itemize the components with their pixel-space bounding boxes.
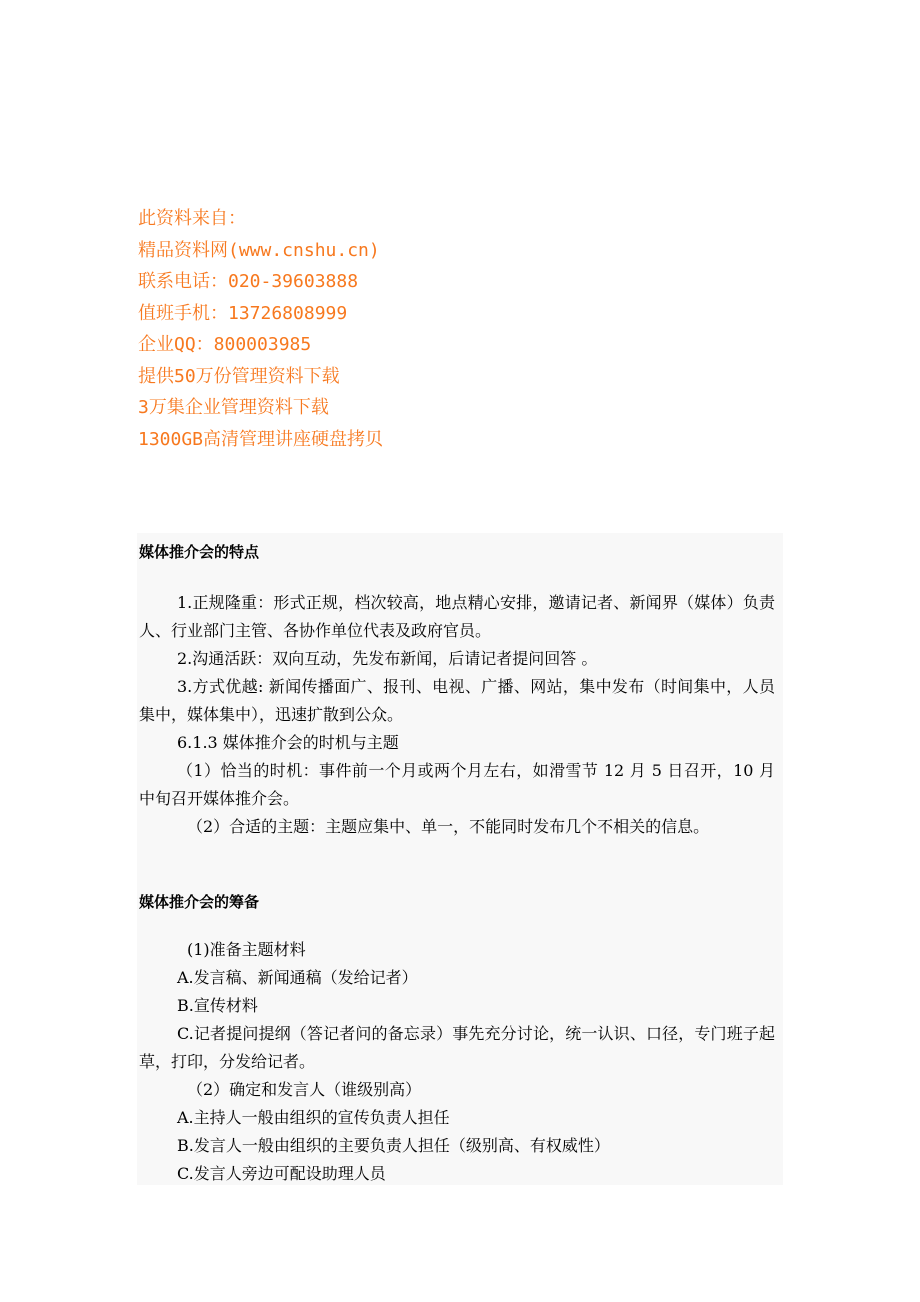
timing-point-2: （2）合适的主题：主题应集中、单一，不能同时发布几个不相关的信息。 (187, 817, 710, 836)
timing-heading: 6.1.3 媒体推介会的时机与主题 (177, 733, 399, 752)
speaker-item-b: B.发言人一般由组织的主要负责人担任（级别高、有权威性） (177, 1136, 610, 1155)
section-title-preparation: 媒体推介会的筹备 (139, 893, 260, 911)
promo-source-line: 此资料来自： (138, 208, 246, 229)
feature-2: 2.沟通活跃：双向互动，先发布新闻，后请记者提问回答 。 (177, 649, 598, 668)
promo-phone-line: 联系电话：020-39603888 (138, 271, 359, 292)
prep-heading-2: （2）确定和发言人（谁级别高） (187, 1080, 422, 1099)
promo-block (138, 203, 383, 455)
speaker-item-c: C.发言人旁边可配设助理人员 (177, 1164, 386, 1183)
timing-point-1: （1）恰当的时机：事件前一个月或两个月左右，如滑雪节 12 月 5 日召开，10 月中旬召开媒体推介会。 (139, 761, 775, 808)
section-title-features: 媒体推介会的特点 (139, 543, 260, 561)
promo-website-line: 精品资料网(www.cnshu.cn) (138, 239, 380, 261)
feature-1: 1.正规隆重：形式正规，档次较高，地点精心安排，邀请记者、新闻界（媒体）负责人、行业部门主管、各协作单位代表及政府官员。 (139, 593, 775, 640)
preparation-paragraphs (139, 936, 775, 1188)
prep-item-a: A.发言稿、新闻通稿（发给记者） (177, 968, 418, 987)
document-body (137, 533, 783, 1185)
prep-item-c: C.记者提问提纲（答记者问的备忘录）事先充分讨论，统一认识、口径，专门班子起草，打印，分发给记者。 (139, 1024, 775, 1071)
prep-item-b: B.宣传材料 (177, 996, 258, 1015)
promo-download-line: 提供50万份管理资料下载 (138, 365, 340, 387)
feature-3: 3.方式优越: 新闻传播面广、报刊、电视、广播、网站，集中发布（时间集中，人员集中，媒体集中），迅速扩散到公众。 (139, 677, 775, 724)
features-paragraphs (139, 589, 775, 841)
promo-mobile-line: 值班手机：13726808999 (138, 302, 348, 324)
promo-lecture-line: 1300GB高清管理讲座硬盘拷贝 (138, 428, 384, 450)
promo-qq-line: 企业QQ：800003985 (138, 334, 312, 355)
speaker-item-a: A.主持人一般由组织的宣传负责人担任 (177, 1108, 450, 1127)
promo-video-line: 3万集企业管理资料下载 (138, 397, 329, 418)
prep-heading-1: (1)准备主题材料 (187, 940, 306, 959)
